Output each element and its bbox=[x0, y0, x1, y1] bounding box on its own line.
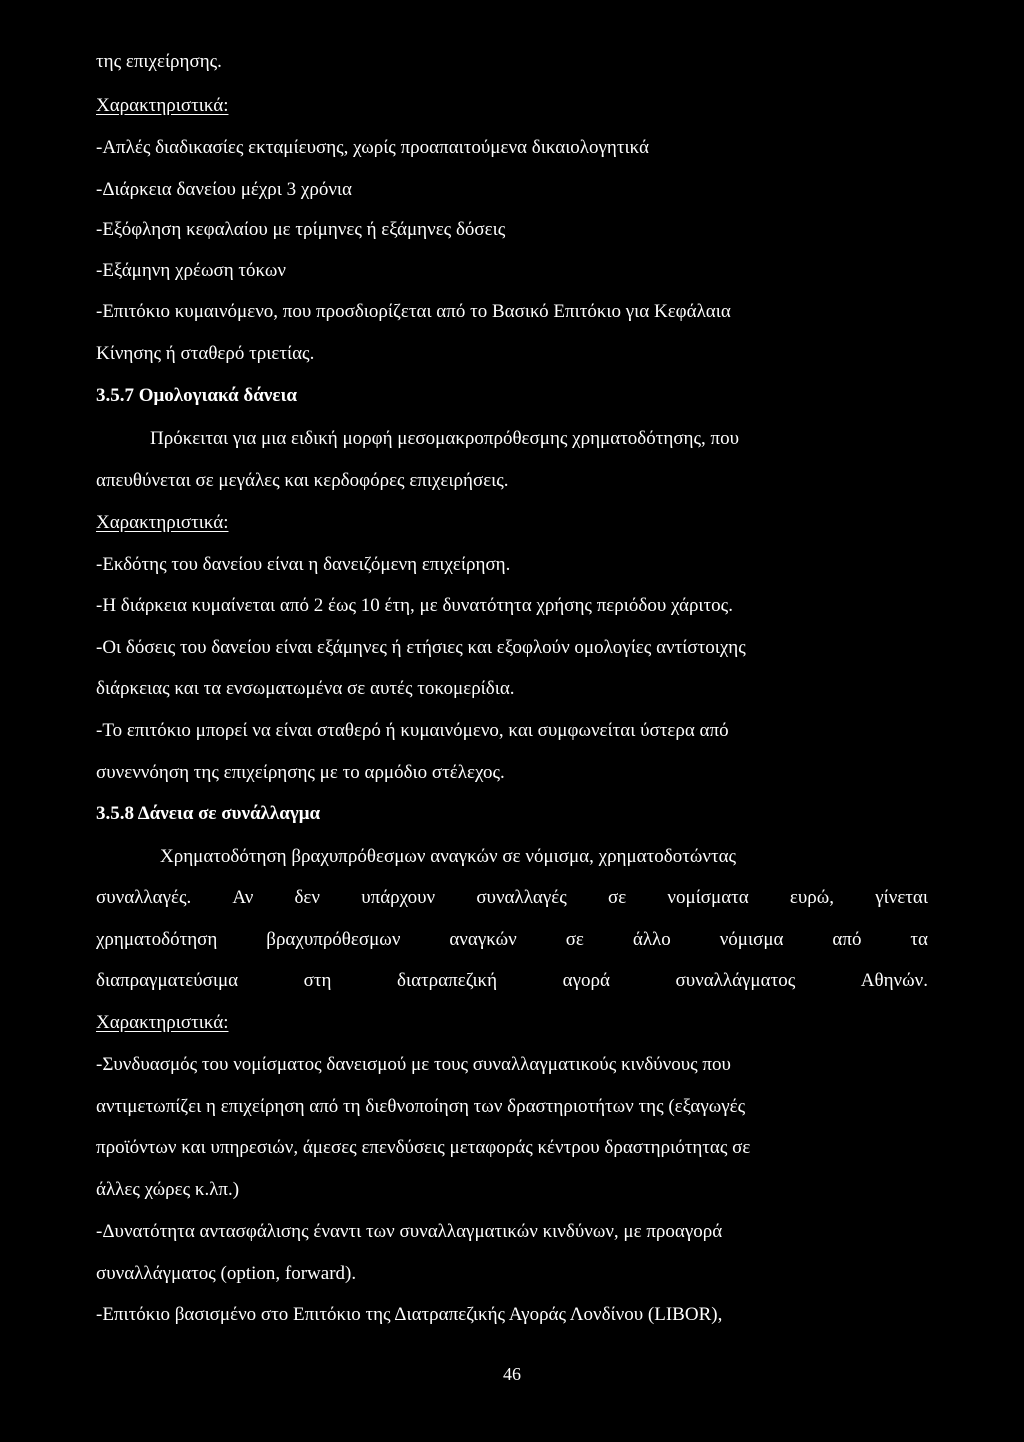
list-item: -Οι δόσεις του δανείου είναι εξάμηνες ή ετήσιες και εξοφλούν ομολογίες αντίστοιχης bbox=[96, 637, 746, 658]
list-item: -Εξάμηνη χρέωση τόκων bbox=[96, 260, 287, 281]
word: άλλο bbox=[632, 929, 671, 950]
list-item: -Διάρκεια δανείου μέχρι 3 χρόνια bbox=[96, 179, 352, 200]
word: γίνεται bbox=[875, 887, 928, 908]
word: συναλλαγές. bbox=[96, 887, 192, 908]
paragraph-line: συνεννόηση της επιχείρησης με το αρμόδιο στέλεχος. bbox=[96, 762, 505, 783]
list-item: -Εκδότης του δανείου είναι η δανειζόμενη επιχείρηση. bbox=[96, 554, 511, 575]
list-item: -Η διάρκεια κυμαίνεται από 2 έως 10 έτη, με δυνατότητα χρήσης περιόδου χάριτος. bbox=[96, 595, 733, 616]
word: σε bbox=[607, 887, 627, 908]
section-label-characteristics: Χαρακτηριστικά: bbox=[96, 512, 229, 533]
paragraph-line: άλλες χώρες κ.λπ.) bbox=[96, 1179, 240, 1200]
paragraph-line: Πρόκειται για μια ειδική μορφή μεσομακροπρόθεσμης χρηματοδότησης, που bbox=[150, 428, 740, 449]
word: ευρώ, bbox=[789, 887, 835, 908]
justified-line bbox=[96, 928, 928, 952]
justified-line bbox=[96, 886, 928, 910]
section-heading-3-5-8: 3.5.8 Δάνεια σε συνάλλαγμα bbox=[96, 803, 321, 824]
word: νομίσματα bbox=[667, 887, 749, 908]
word: Αν bbox=[232, 887, 254, 908]
paragraph-line: απευθύνεται σε μεγάλες και κερδοφόρες επιχειρήσεις. bbox=[96, 470, 509, 491]
list-item: -Εξόφληση κεφαλαίου με τρίμηνες ή εξάμηνες δόσεις bbox=[96, 219, 506, 240]
word: χρηματοδότηση bbox=[96, 929, 218, 950]
word: βραχυπρόθεσμων bbox=[266, 929, 401, 950]
justified-line bbox=[96, 969, 928, 993]
word: υπάρχουν bbox=[361, 887, 436, 908]
page-number: 46 bbox=[503, 1364, 521, 1384]
paragraph-line: προϊόντων και υπηρεσιών, άμεσες επενδύσεις μεταφοράς κέντρου δραστηριότητας σε bbox=[96, 1137, 751, 1158]
paragraph-line: Χρηματοδότηση βραχυπρόθεσμων αναγκών σε νόμισμα, χρηματοδοτώντας bbox=[160, 846, 737, 867]
word: νόμισμα bbox=[719, 929, 784, 950]
section-heading-3-5-7: 3.5.7 Ομολογιακά δάνεια bbox=[96, 385, 297, 406]
section-label-characteristics: Χαρακτηριστικά: bbox=[96, 95, 229, 116]
word: από bbox=[832, 929, 862, 950]
word: συναλλάγματος bbox=[675, 970, 796, 991]
word: διατραπεζική bbox=[397, 970, 498, 991]
word: Αθηνών. bbox=[860, 970, 928, 991]
section-label-characteristics: Χαρακτηριστικά: bbox=[96, 1012, 229, 1033]
paragraph-line: Κίνησης ή σταθερό τριετίας. bbox=[96, 343, 315, 364]
paragraph-line: διάρκειας και τα ενσωματωμένα σε αυτές τοκομερίδια. bbox=[96, 678, 515, 699]
list-item: -Επιτόκιο βασισμένο στο Επιτόκιο της Διατραπεζικής Αγοράς Λονδίνου (LIBOR), bbox=[96, 1304, 723, 1325]
list-item: -Απλές διαδικασίες εκταμίευσης, χωρίς προαπαιτούμενα δικαιολογητικά bbox=[96, 137, 649, 158]
paragraph-line: συναλλάγματος (option, forward). bbox=[96, 1263, 357, 1284]
list-item: -Δυνατότητα αντασφάλισης έναντι των συναλλαγματικών κινδύνων, με προαγορά bbox=[96, 1221, 723, 1242]
word: αγορά bbox=[562, 970, 610, 991]
word: δεν bbox=[294, 887, 321, 908]
list-item: -Το επιτόκιο μπορεί να είναι σταθερό ή κυμαινόμενο, και συμφωνείται ύστερα από bbox=[96, 720, 729, 741]
word: αναγκών bbox=[449, 929, 517, 950]
word: στη bbox=[303, 970, 332, 991]
list-item: -Επιτόκιο κυμαινόμενο, που προσδιορίζεται από το Βασικό Επιτόκιο για Κεφάλαια bbox=[96, 301, 731, 322]
word: τα bbox=[910, 929, 928, 950]
word: συναλλαγές bbox=[476, 887, 567, 908]
word: σε bbox=[565, 929, 584, 950]
word: διαπραγματεύσιμα bbox=[96, 970, 239, 991]
paragraph-line: της επιχείρησης. bbox=[96, 51, 222, 72]
list-item: -Συνδυασμός του νομίσματος δανεισμού με τους συναλλαγματικούς κινδύνους που bbox=[96, 1054, 731, 1075]
paragraph-line: αντιμετωπίζει η επιχείρηση από τη διεθνοποίηση των δραστηριοτήτων της (εξαγωγές bbox=[96, 1096, 746, 1117]
